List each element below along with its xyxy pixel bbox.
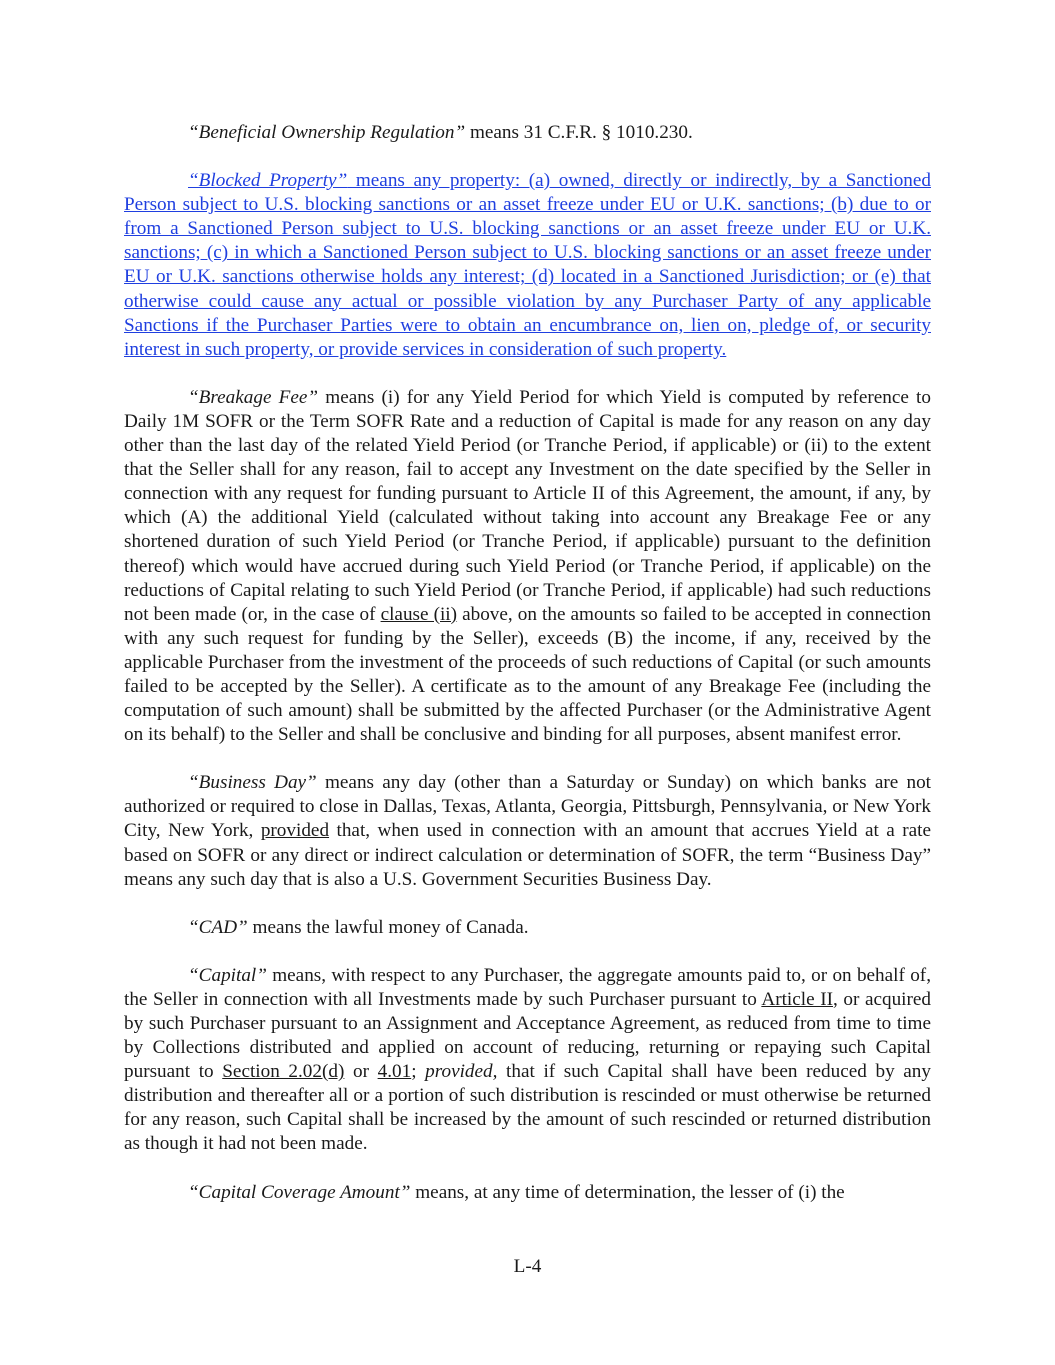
definition-text: means, with respect to any Purchaser, the aggregate amounts paid to, or on behalf of, the Seller in connection with all Investments made by such Purchaser pursuant to — [124, 964, 931, 1010]
proviso-word: provided, — [425, 1061, 498, 1083]
defined-term: “Business Day” — [188, 772, 317, 794]
definition-text: means any day (other than a Saturday or Sunday) on which banks are not authorized or required to close in Dallas, Texas, Atlanta, Georgia, Pittsburgh, Pennsylvania, or New York City, New York, — [124, 772, 932, 842]
page-number: L-4 — [513, 1256, 542, 1277]
definition-text: means the lawful money of Canada. — [247, 916, 529, 938]
definition-capital — [124, 964, 931, 1157]
definition-text: , or acquired by such Purchaser pursuant to an Assignment and Acceptance Agreement, as reduced from time to time by Collections distributed and applied on account of reducing, returning or repaying such Capital pursuant to — [124, 988, 931, 1083]
defined-term: “CAD” — [188, 916, 248, 938]
definition-text: means, at any time of determination, the lesser of (i) the — [410, 1181, 845, 1203]
definition-text: or — [344, 1061, 378, 1083]
definition-text: that if such Capital shall have been reduced by any distribution and thereafter all or a portion of such distribution is rescinded or must otherwise be returned for any reason, such Capital shall be increased by the amount of such rescinded or returned distribution as though it had not been made. — [124, 1061, 931, 1155]
definition-text: means any property: (a) owned, directly or indirectly, by a Sanctioned Person subject to U.S. blocking sanctions or an asset freeze under EU or U.K. sanctions; (b) due to or from a Sanctioned Person subject to U.S. blocking sanctions or an asset freeze under EU or U.K. sanctions; (c) in which a Sanctioned Person subject to U.S. blocking sanctions or an asset freeze under EU or U.K. sanctions otherwise holds any interest; (d) located in a Sanctioned Jurisdiction; or (e) that otherwise could cause any actual or possible violation by any Purchaser Party of any applicable Sanctions if the Purchaser Parties were to obtain an encumbrance on, lien on, pledge of, or security interest in such property, or provide services in consideration of such property. — [124, 170, 931, 360]
proviso-word: provided — [260, 820, 330, 842]
definition-breakage-fee — [124, 386, 931, 747]
definition-blocked-property — [124, 169, 931, 362]
cross-reference: Section 2.02(d) — [222, 1061, 345, 1083]
definition-text: above, on the amounts so failed to be accepted in connection with any such request for funding by the Seller), exceeds (B) the income, if any, received by the applicable Purchaser from the investment of the proceeds of such reductions of Capital (or such amounts failed to be accepted by the Seller). A certificate as to the amount of any Breakage Fee (including the computation of such amount) shall be submitted by the affected Purchaser (or the Administrative Agent on its behalf) to the Seller and shall be conclusive and binding for all purposes, absent manifest error. — [124, 603, 931, 746]
defined-term: “Breakage Fee” — [188, 386, 319, 408]
defined-term: “Beneficial Ownership Regulation” — [188, 122, 466, 143]
definition-text: means (i) for any Yield Period for which Yield is computed by reference to Daily 1M SOFR or the Term SOFR Rate and a reduction of Capital is made for any reason on any day other than the last day of the related Yield Period (or Tranche Period, if applicable) or (ii) to the extent that the Seller shall for any reason, fail to accept any Investment on the date specified by the Seller in connection with any request for funding pursuant to Article II of this Agreement, the amount, if any, by which (A) the additional Yield (calculated without taking into account any Breakage Fee or any shortened duration of such Yield Period (or Tranche Period, if applicable) pursuant to the definition thereof) which would have accrued during such Yield Period (or Tranche Period, if applicable) on the reductions of Capital relating to such Yield Period (or Tranche Period, if applicable) had such reductions not been made (or, in the case of — [124, 386, 931, 625]
cross-reference: 4.01 — [377, 1061, 412, 1083]
definition-text: that, when used in connection with an amount that accrues Yield at a rate based on SOFR or any direct or indirect calculation or determination of SOFR, the term “Business Day” means any such day that is also a U.S. Government Securities Business Day. — [124, 820, 931, 890]
cross-reference: clause (ii) — [380, 603, 458, 625]
document-page — [124, 121, 931, 1229]
definition-beneficial-ownership-regulation — [124, 121, 931, 145]
defined-term: “Blocked Property” — [188, 170, 348, 192]
definition-business-day — [124, 771, 931, 891]
defined-term: “Capital Coverage Amount” — [188, 1181, 411, 1203]
definition-cad — [124, 916, 931, 940]
definition-text: ; — [411, 1061, 426, 1083]
cross-reference: Article II — [761, 988, 833, 1010]
definition-text: means 31 C.F.R. § 1010.230. — [465, 122, 693, 143]
definition-capital-coverage-amount — [124, 1181, 931, 1205]
defined-term: “Capital” — [188, 964, 267, 986]
